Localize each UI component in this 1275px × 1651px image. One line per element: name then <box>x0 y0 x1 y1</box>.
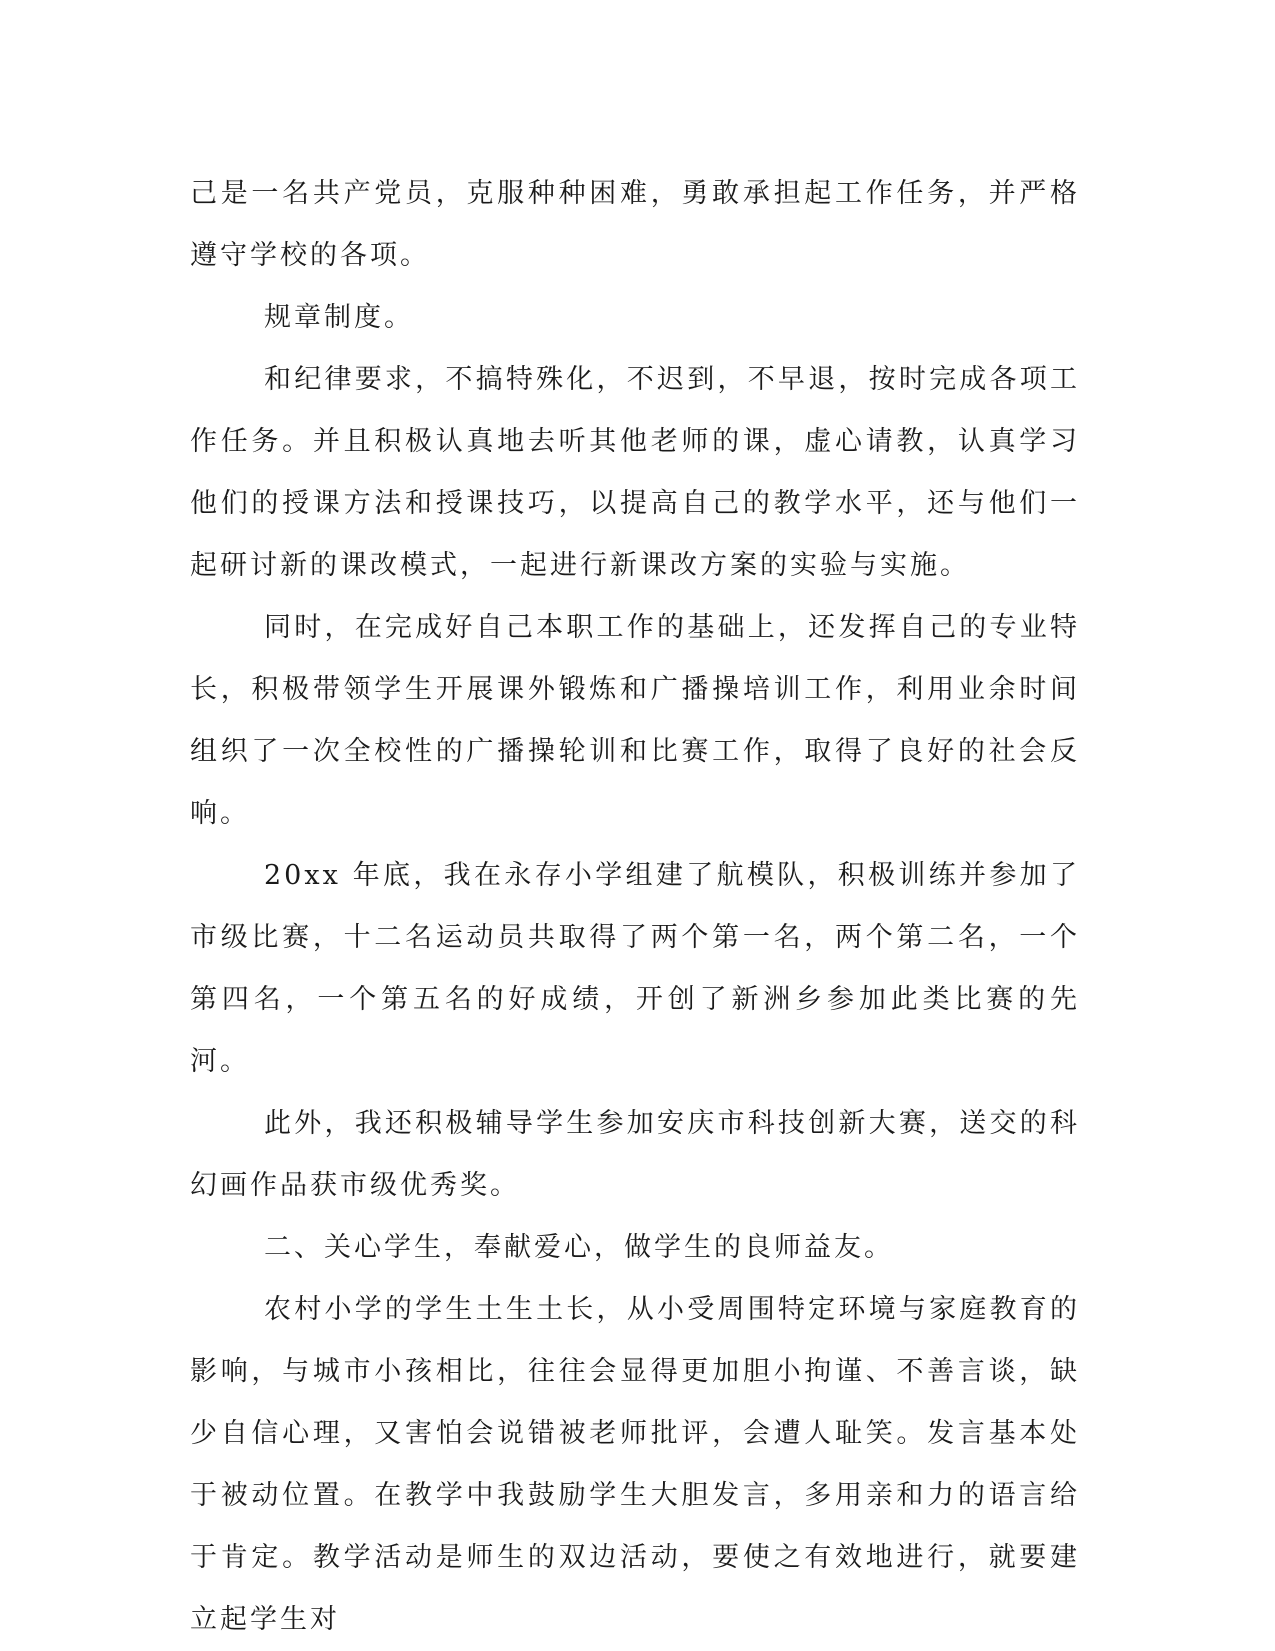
paragraph-rural-students: 农村小学的学生土生土长，从小受周围特定环境与家庭教育的影响，与城市小孩相比，往往会显得更加胆小拘谨、不善言谈，缺少自信心理，又害怕会说错被老师批评，会遭人耻笑。发言基本处于被动位置。在教学中我鼓励学生大胆发言，多用亲和力的语言给于肯定。教学活动是师生的双边活动，要使之有效地进行，就要建立起学生对 <box>190 1294 1080 1635</box>
paragraph-discipline: 和纪律要求，不搞特殊化，不迟到，不早退，按时完成各项工作任务。并且积极认真地去听其他老师的课，虚心请教，认真学习他们的授课方法和授课技巧，以提高自己的教学水平，还与他们一起研讨新的课改模式，一起进行新课改方案的实验与实施。 <box>190 364 1080 581</box>
document-body <box>190 163 1080 1651</box>
paragraph-science-contest: 此外，我还积极辅导学生参加安庆市科技创新大赛，送交的科幻画作品获市级优秀奖。 <box>190 1108 1080 1201</box>
paragraph-rules: 规章制度。 <box>264 302 414 333</box>
paragraph-continuation: 己是一名共产党员，克服种种困难，勇敢承担起工作任务，并严格遵守学校的各项。 <box>190 178 1080 271</box>
paragraph-aviation-team: 20xx 年底，我在永存小学组建了航模队，积极训练并参加了市级比赛，十二名运动员共取得了两个第一名，两个第二名，一个第四名，一个第五名的好成绩，开创了新洲乡参加此类比赛的先河。 <box>190 860 1080 1077</box>
paragraph-specialty: 同时，在完成好自己本职工作的基础上，还发挥自己的专业特长，积极带领学生开展课外锻炼和广播操培训工作，利用业余时间组织了一次全校性的广播操轮训和比赛工作，取得了良好的社会反响。 <box>190 612 1080 829</box>
section-heading-care-students: 二、关心学生，奉献爱心，做学生的良师益友。 <box>264 1232 894 1263</box>
